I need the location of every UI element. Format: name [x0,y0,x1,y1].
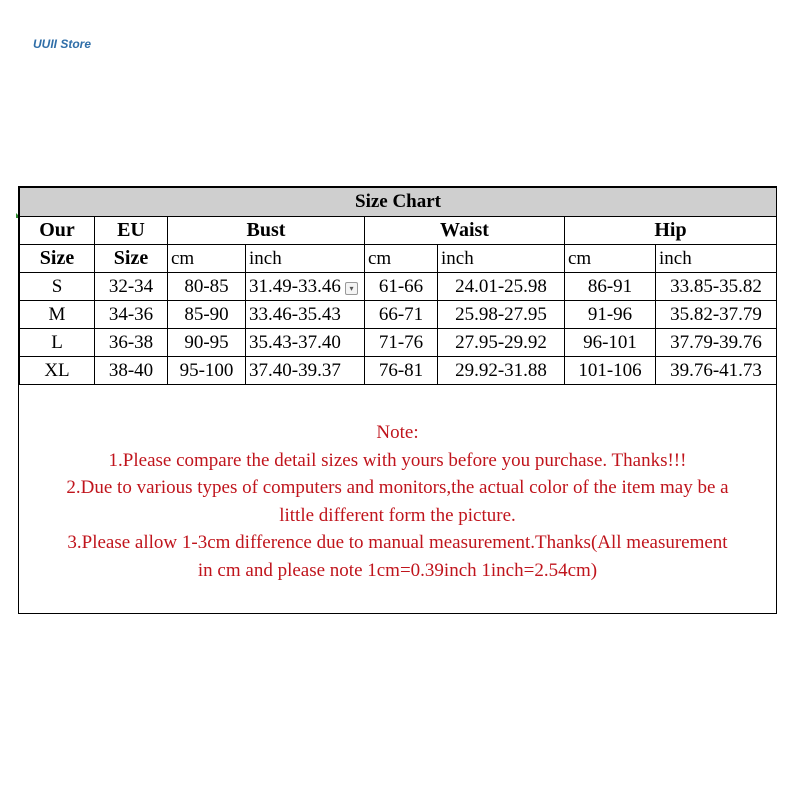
table-row [20,301,777,329]
table-row [20,357,777,385]
unit-bust-inch: inch [246,245,365,273]
cell-hip-inch: 39.76-41.73 [656,357,777,385]
paste-options-icon[interactable]: ▾ [345,282,358,295]
cell-our-size: XL [20,357,95,385]
cell-eu-size: 32-34 [95,273,168,301]
cell-bust-cm: 95-100 [168,357,246,385]
header-eu-size: EU [95,217,168,245]
size-chart-table [19,187,777,385]
cell-hip-cm: 86-91 [565,273,656,301]
cell-hip-inch: 33.85-35.82 [656,273,777,301]
header-waist: Waist [365,217,565,245]
note-heading: Note: [376,422,419,443]
unit-waist-cm: cm [365,245,438,273]
cell-waist-cm: 61-66 [365,273,438,301]
unit-hip-inch: inch [656,245,777,273]
unit-bust-cm: cm [168,245,246,273]
note-line: 3.Please allow 1-3cm difference due to manual measurement.Thanks(All measurement [67,532,728,553]
cell-waist-cm: 66-71 [365,301,438,329]
cell-hip-cm: 96-101 [565,329,656,357]
unit-hip-cm: cm [565,245,656,273]
note-line: in cm and please note 1cm=0.39inch 1inch=2.54cm) [197,559,598,581]
cell-eu-size: 34-36 [95,301,168,329]
cell-hip-inch: 35.82-37.79 [656,301,777,329]
cell-waist-inch: 24.01-25.98 [438,273,565,301]
table-title: Size Chart [20,188,777,217]
header-bust: Bust [168,217,365,245]
cell-bust-inch: 33.46-35.43 [246,301,365,329]
cell-waist-inch: 29.92-31.88 [438,357,565,385]
cell-eu-size: 38-40 [95,357,168,385]
unit-waist-inch: inch [438,245,565,273]
table-row [20,329,777,357]
header-our-size-line2: Size [20,245,95,273]
header-eu-size-line2: Size [95,245,168,273]
cell-bust-inch: 37.40-39.37 [246,357,365,385]
note-line: little different form the picture. [279,504,516,526]
cell-waist-cm: 71-76 [365,329,438,357]
cell-hip-cm: 91-96 [565,301,656,329]
cell-bust-cm: 85-90 [168,301,246,329]
cell-bust-cm: 90-95 [168,329,246,357]
cell-hip-inch: 37.79-39.76 [656,329,777,357]
note-line: 1.Please compare the detail sizes with yours before you purchase. Thanks!!! [108,449,687,471]
cell-our-size: L [20,329,95,357]
header-our-size: Our [20,217,95,245]
cell-our-size: M [20,301,95,329]
notes-block [19,419,776,584]
cell-waist-inch: 25.98-27.95 [438,301,565,329]
store-name: UUII Store [33,37,92,51]
cell-our-size: S [20,273,95,301]
table-row [20,273,777,301]
cell-waist-inch: 27.95-29.92 [438,329,565,357]
cell-waist-cm: 76-81 [365,357,438,385]
cell-hip-cm: 101-106 [565,357,656,385]
cell-bust-inch: 31.49-33.46 [246,273,365,301]
cell-bust-cm: 80-85 [168,273,246,301]
cell-eu-size: 36-38 [95,329,168,357]
size-chart-sheet [18,186,777,614]
cell-bust-inch: 35.43-37.40 [246,329,365,357]
header-hip: Hip [565,217,777,245]
note-line: 2.Due to various types of computers and monitors,the actual color of the item may be a [66,477,729,498]
